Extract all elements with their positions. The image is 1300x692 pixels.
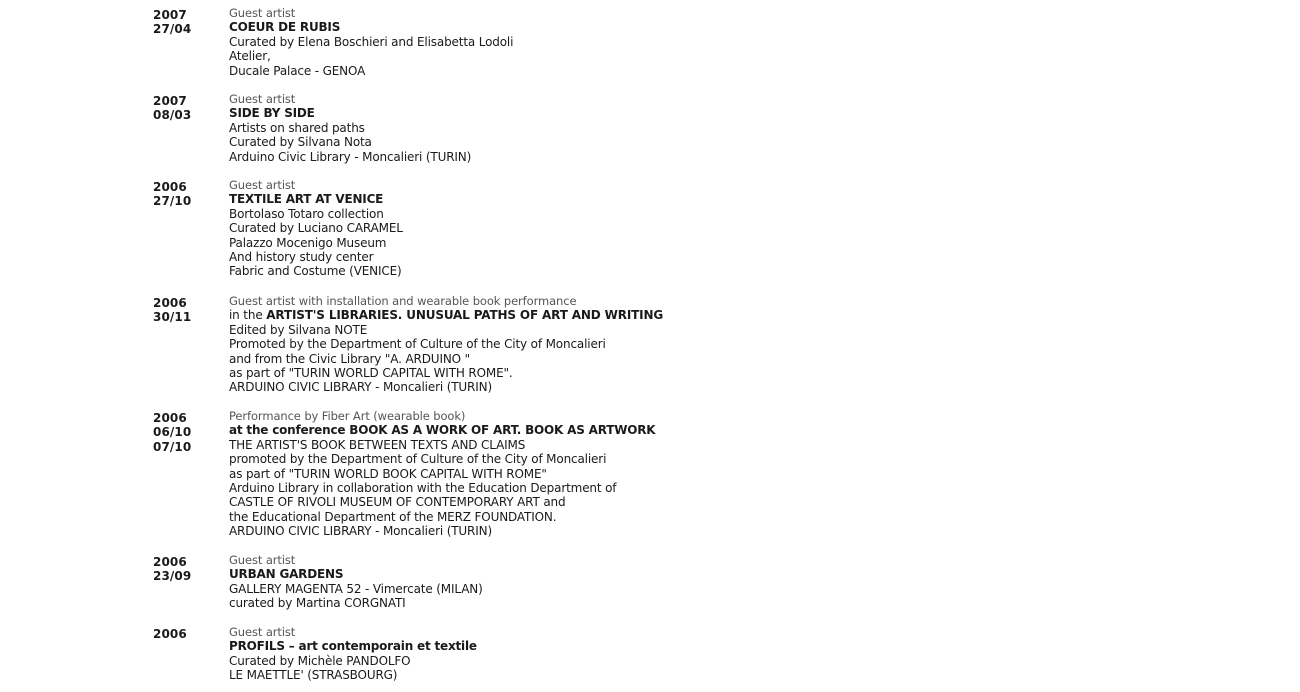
line-text: at the conference BOOK AS A WORK OF ART. BOOK AS ARTWORK xyxy=(229,423,656,438)
line-text: Artists on shared paths xyxy=(229,120,365,135)
entry-details xyxy=(229,409,689,539)
line-text: Guest artist with installation and wearable book performance xyxy=(229,294,577,308)
entry-date: 07/10 xyxy=(153,439,192,454)
entry-dates xyxy=(153,180,223,209)
entry-title xyxy=(229,567,689,581)
entry-date: 30/11 xyxy=(153,310,192,325)
entry-detail-line xyxy=(229,495,689,509)
entry-detail-line xyxy=(229,236,689,250)
entry-detail-line xyxy=(229,654,689,668)
line-text: Guest artist xyxy=(229,178,296,192)
entry-title xyxy=(229,20,689,34)
entry-role xyxy=(229,92,689,106)
line-text: Curated by Silvana Nota xyxy=(229,135,372,150)
line-text: And history study center xyxy=(229,249,374,264)
entry-detail-line xyxy=(229,380,689,394)
entry-detail-line xyxy=(229,308,689,322)
line-text: TEXTILE ART AT VENICE xyxy=(229,192,384,207)
line-text: Bortolaso Totaro collection xyxy=(229,206,384,221)
entry-details xyxy=(229,625,689,683)
line-text: Curated by Michèle PANDOLFO xyxy=(229,653,411,668)
line-text: LE MAETTLE' (STRASBOURG) xyxy=(229,668,398,683)
line-text: Guest artist xyxy=(229,6,296,20)
line-text: Arduino Library in collaboration with the Education Department of xyxy=(229,480,617,495)
entry-detail-line xyxy=(229,481,689,495)
line-text: GALLERY MAGENTA 52 - Vimercate (MILAN) xyxy=(229,581,483,596)
entry-dates xyxy=(153,296,223,325)
line-text: Palazzo Mocenigo Museum xyxy=(229,235,387,250)
entry-detail-line xyxy=(229,510,689,524)
entry-detail-line xyxy=(229,207,689,221)
line-text: the Educational Department of the MERZ FOUNDATION. xyxy=(229,509,557,524)
entry-date: 2006 xyxy=(153,555,187,569)
entry-details xyxy=(229,6,689,78)
entry-detail-line xyxy=(229,221,689,235)
entry-details xyxy=(229,178,689,279)
line-text: SIDE BY SIDE xyxy=(229,106,315,121)
line-text: Guest artist xyxy=(229,553,296,567)
entry-detail-line xyxy=(229,323,689,337)
line-text: curated by Martina CORGNATI xyxy=(229,596,406,611)
entry-role xyxy=(229,178,689,192)
entry-detail-line xyxy=(229,64,689,78)
line-text: Guest artist xyxy=(229,92,296,106)
line-text: and from the Civic Library "A. ARDUINO " xyxy=(229,351,470,366)
entry-title xyxy=(229,106,689,120)
entry-title xyxy=(229,639,689,653)
line-text: Curated by Elena Boschieri and Elisabetta Lodoli xyxy=(229,34,514,49)
entry-date: 27/10 xyxy=(153,194,192,209)
entry-date: 2006 xyxy=(153,180,187,194)
line-text: Arduino Civic Library - Moncalieri (TURIN) xyxy=(229,149,472,164)
entry-detail-line xyxy=(229,35,689,49)
entry-title xyxy=(229,423,689,437)
entry-detail-line xyxy=(229,438,689,452)
entry-date: 2007 xyxy=(153,8,187,22)
entry-detail-line xyxy=(229,582,689,596)
entry-date: 06/10 xyxy=(153,425,192,440)
line-text: Ducale Palace - GENOA xyxy=(229,63,366,78)
entry-date: 2007 xyxy=(153,94,187,108)
entry-title: ARTIST'S LIBRARIES. UNUSUAL PATHS OF ART AND WRITING xyxy=(266,308,664,323)
entry-dates xyxy=(153,94,223,123)
entry-detail-line xyxy=(229,250,689,264)
line-text: ARDUINO CIVIC LIBRARY - Moncalieri (TURIN) xyxy=(229,380,492,395)
line-text: Atelier, xyxy=(229,49,271,64)
entry-date: 2006 xyxy=(153,411,187,425)
entry-role xyxy=(229,409,689,423)
entry-detail-line xyxy=(229,366,689,380)
entry-detail-line xyxy=(229,352,689,366)
entry-detail-line xyxy=(229,121,689,135)
line-text: Edited by Silvana NOTE xyxy=(229,322,368,337)
entry-role xyxy=(229,6,689,20)
line-text: COEUR DE RUBIS xyxy=(229,20,341,35)
entry-date: 27/04 xyxy=(153,22,192,37)
entry-role xyxy=(229,625,689,639)
line-text: as part of "TURIN WORLD CAPITAL WITH ROME". xyxy=(229,365,513,380)
line-text: promoted by the Department of Culture of the City of Moncalieri xyxy=(229,452,607,467)
entry-detail-line xyxy=(229,135,689,149)
entry-date: 2006 xyxy=(153,627,187,641)
entry-detail-line xyxy=(229,337,689,351)
line-text: Promoted by the Department of Culture of the City of Moncalieri xyxy=(229,337,606,352)
line-text: Curated by Luciano CARAMEL xyxy=(229,221,403,236)
line-text: CASTLE OF RIVOLI MUSEUM OF CONTEMPORARY ART and xyxy=(229,495,566,510)
entry-date: 23/09 xyxy=(153,569,192,584)
entry-role xyxy=(229,294,689,308)
entry-details xyxy=(229,92,689,164)
entry-detail-line xyxy=(229,264,689,278)
line-text: in the xyxy=(229,308,267,323)
line-text: THE ARTIST'S BOOK BETWEEN TEXTS AND CLAIMS xyxy=(229,437,526,452)
line-text: PROFILS – art contemporain et textile xyxy=(229,639,477,654)
entry-dates xyxy=(153,8,223,37)
entry-dates xyxy=(153,627,223,641)
line-text: as part of "TURIN WORLD BOOK CAPITAL WITH ROME" xyxy=(229,466,547,481)
entry-dates xyxy=(153,555,223,584)
line-text: URBAN GARDENS xyxy=(229,567,344,582)
entry-role xyxy=(229,553,689,567)
entry-details xyxy=(229,553,689,611)
entry-detail-line xyxy=(229,668,689,682)
line-text: Performance by Fiber Art (wearable book) xyxy=(229,409,466,423)
entry-detail-line xyxy=(229,150,689,164)
line-text: ARDUINO CIVIC LIBRARY - Moncalieri (TURIN) xyxy=(229,524,492,539)
entry-detail-line xyxy=(229,49,689,63)
line-text: Guest artist xyxy=(229,625,296,639)
entry-detail-line xyxy=(229,524,689,538)
line-text: Fabric and Costume (VENICE) xyxy=(229,264,402,279)
entry-date: 2006 xyxy=(153,296,187,310)
entry-date: 08/03 xyxy=(153,108,192,123)
entry-detail-line xyxy=(229,467,689,481)
entry-detail-line xyxy=(229,596,689,610)
entry-dates xyxy=(153,411,223,454)
entry-title xyxy=(229,192,689,206)
entry-details xyxy=(229,294,689,395)
entry-detail-line xyxy=(229,452,689,466)
